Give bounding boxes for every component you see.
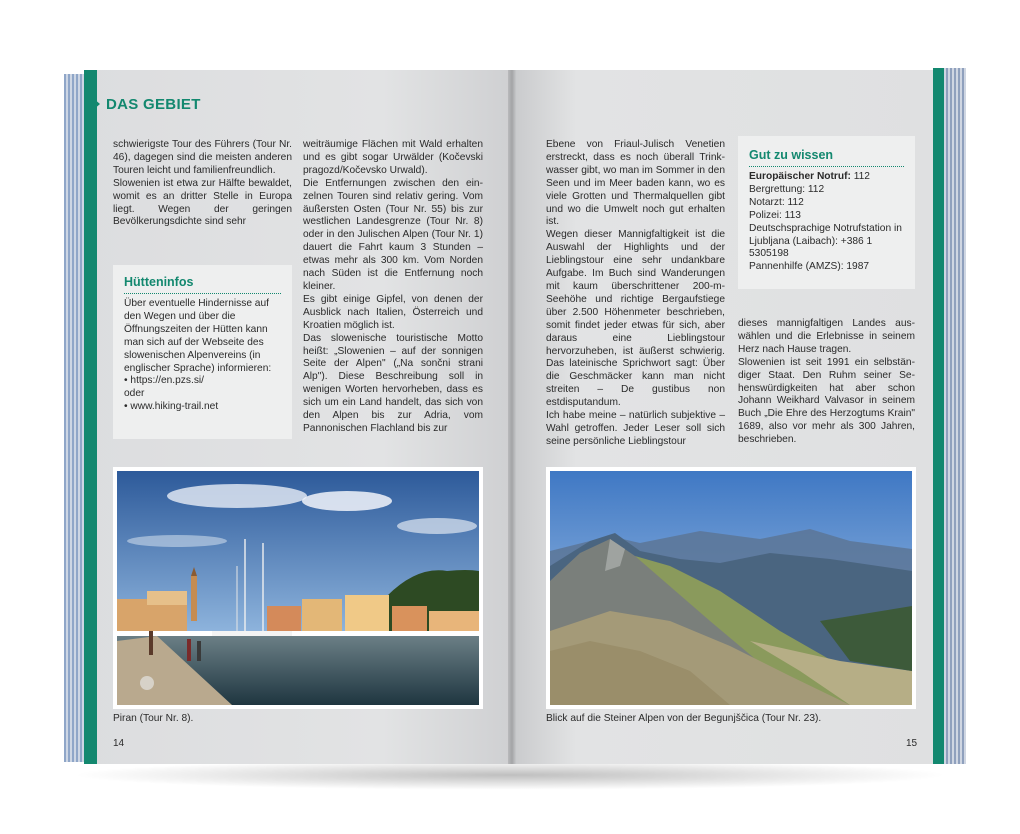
huetteninfos-box bbox=[113, 265, 292, 439]
paragraph: Ich habe meine – natürlich subjektive – Wahl getroffen. Jeder Leser soll sich seine persönliche Lieblingstour bbox=[546, 410, 725, 447]
page-number-right: 15 bbox=[906, 738, 918, 749]
paragraph: Die Entfernungen zwischen den einzelnen Touren sind relativ gering. Vom äußersten Osten (Tour Nr. 55) bis zur westlichen Landesgrenze (Tour Nr. 8) oder in den Julischen Alpen (Tour Nr. 1) dauert die Fahrt kaum 3 Stunden – etwas mehr als 300 km. Vom Norden nach Süden ist die Entfernung noch kleiner. bbox=[303, 177, 483, 292]
infobox-text: Deutschsprachige Notrufstation in Ljubljana (Laibach): +386 1 5305198 bbox=[749, 222, 902, 260]
section-heading bbox=[93, 93, 201, 115]
page-number-left: 14 bbox=[113, 738, 125, 749]
emergency-label: Europäischer Notruf: bbox=[749, 171, 851, 182]
infobox-text: Bergrettung: 112 bbox=[749, 183, 825, 195]
paragraph: Es gibt einige Gipfel, von denen der Ausblick nach Italien, Österreich und Kroatien möglich ist. bbox=[303, 293, 483, 331]
infobox-text: oder bbox=[124, 388, 145, 400]
paragraph: dieses mannigfaltigen Landes auswählen und die Erlebnisse in seinem Herz nach Hause tragen. bbox=[738, 318, 915, 355]
paragraph: Slowenien ist seit 1991 ein selbständiger Staat. Den Ruhm seiner Sehenswürdigkeiten hat aber schon Johann Weikhard Valvasor in seinem Buch „Die Ehre des Herzogtums Krain" 1689, also vor mehr als 300 Jahren, beschrieben. bbox=[738, 356, 915, 446]
gut-zu-wissen-box bbox=[738, 136, 915, 289]
piran-photo bbox=[113, 467, 483, 709]
paragraph: Wegen dieser Mannigfaltigkeit ist die Auswahl der Highlights und der Lieblingstour eine sehr undankbare Aufgabe. Im Buch sind Wanderungen mit kaum überschrittener 200-m-Seehöhe und richtige Bergaufstiege über 2.500 Höhenmeter beschrieben, somit findet jeder etwas für sich, aber daraus eine Lieblingstour hervorzuheben, ist äußerst schwierig. Das lateinische Sprichwort sagt: Über die Geschmäcker kann man nicht streiten – De gustibus non estdisputandum. bbox=[546, 229, 725, 409]
right-page-edges bbox=[944, 68, 966, 764]
infobox-text: Pannenhilfe (AMZS): 1987 bbox=[749, 261, 870, 273]
right-column-1 bbox=[546, 139, 725, 449]
left-page-edges bbox=[64, 74, 84, 762]
section-heading-text: DAS GEBIET bbox=[106, 95, 201, 113]
emergency-value: 112 bbox=[850, 171, 870, 182]
right-accent-bar bbox=[933, 68, 944, 764]
book-spine bbox=[508, 70, 516, 764]
book-shadow bbox=[70, 760, 950, 790]
paragraph: weiträumige Flächen mit Wald erhalten und es gibt sogar Urwälder (Kočevski pragozd/Kočevsko Urwald). bbox=[303, 139, 483, 176]
huetteninfos-body bbox=[124, 298, 281, 414]
right-column-2 bbox=[738, 318, 915, 447]
link-hiking-trail[interactable]: • www.hiking-trail.net bbox=[124, 401, 219, 413]
emergency-line bbox=[749, 171, 904, 184]
alps-photo bbox=[546, 467, 916, 709]
left-column-1 bbox=[113, 139, 292, 229]
paragraph: Slowenien ist etwa zur Hälfte bewaldet, womit es an dritter Stelle in Europa liegt. Wegen der geringen Bevölkerungsdichte sind sehr bbox=[113, 177, 292, 228]
infobox-text: Notarzt: 112 bbox=[749, 196, 804, 208]
steiner-alpen-image bbox=[550, 471, 912, 705]
gut-zu-wissen-title: Gut zu wissen bbox=[749, 148, 904, 167]
paragraph: Das slowenische touristische Motto heißt: „Slowenien – auf der sonnigen Seite der Alpen" („Na sončni strani Alp"). Diese Beschreibung soll in wenigen Worten hervorheben, dass es sich um ein Land handelt, das sich von den Alpen bis zur Adria, vom Pannonischen Flachland bis zur bbox=[303, 332, 483, 434]
infobox-text: Über eventuelle Hindernisse auf den Wegen und über die Öffnungszeiten der Hütten kann man sich auf der Webseite des slowenischen Alpenvereins (in englischer Sprache) informieren: bbox=[124, 298, 272, 374]
left-column-2 bbox=[303, 139, 483, 436]
heading-arrow-icon bbox=[93, 98, 100, 110]
link-pzs[interactable]: • https://en.pzs.si/ bbox=[124, 375, 205, 387]
paragraph: schwierigste Tour des Führers (Tour Nr. 46), dagegen sind die meisten anderen Touren leicht und familienfreundlich. bbox=[113, 139, 292, 176]
left-accent-bar bbox=[84, 70, 97, 764]
photo-caption-left: Piran (Tour Nr. 8). bbox=[113, 713, 194, 724]
piran-harbour-image bbox=[117, 471, 479, 705]
gut-zu-wissen-body bbox=[749, 171, 904, 274]
paragraph: Ebene von Friaul-Julisch Venetien erstreckt, dass es noch überall Trinkwasser gibt, wo man im Sommer in den Seen und im Meer baden kann, wo es viele Grotten und Thermalquellen gibt und wo die Umwelt noch gut erhalten ist. bbox=[546, 139, 725, 228]
infobox-text: Polizei: 113 bbox=[749, 209, 801, 221]
huetteninfos-title: Hütteninfos bbox=[124, 275, 281, 294]
photo-caption-right: Blick auf die Steiner Alpen von der Begunjščica (Tour Nr. 23). bbox=[546, 713, 822, 724]
